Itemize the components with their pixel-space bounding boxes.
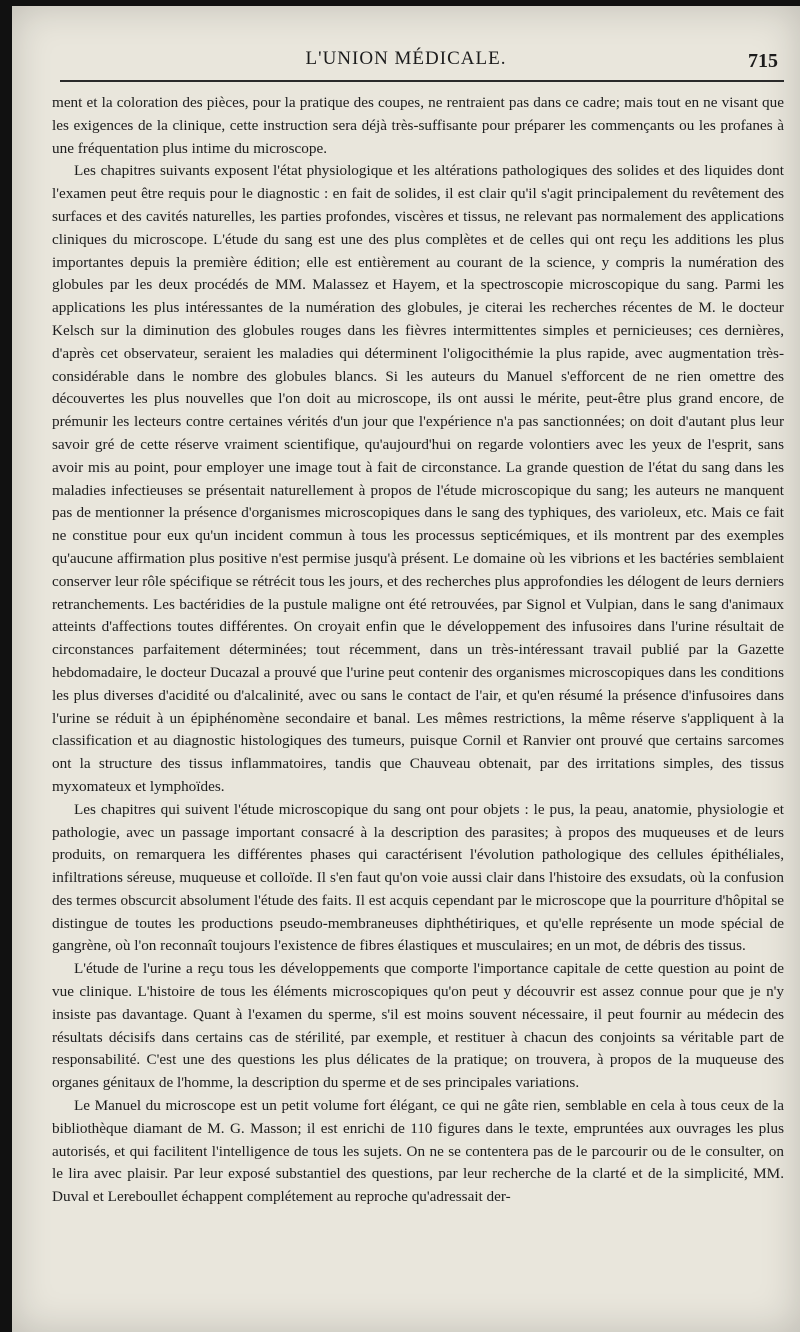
journal-page (12, 6, 800, 1332)
paragraph-5: Le Manuel du microscope est un petit volume fort élégant, ce qui ne gâte rien, semblable en cela à tous ceux de la bibliothèque diamant de M. G. Masson; il est enrichi de 110 figures dans le texte, empruntées aux ouvrages les plus autorisés, et qui facilitent l'intelligence de tous les sujets. On ne se contentera pas de le parcourir ou de le consulter, on le lira avec plaisir. Par leur exposé substantiel des questions, par leur recherche de la clarté et de la simplicité, MM. Duval et Lereboullet échappent complétement au reproche qu'adressait der- (52, 1097, 784, 1206)
page-number: 715 (748, 50, 778, 72)
running-title: L'UNION MÉDICALE. (305, 48, 507, 69)
article-body (52, 92, 784, 1209)
header-rule (60, 80, 784, 82)
paragraph-3: Les chapitres qui suivent l'étude microscopique du sang ont pour objets : le pus, la peau, anatomie, physiologie et pathologie, avec un passage important consacré à la description des parasites; à propos des muqueuses et de leurs produits, on remarquera les différentes phases qui caractérisent l'évolution pathologique des cellules épithéliales, infiltrations séreuse, muqueuse et colloïde. Il s'en faut qu'on voie aussi clair dans l'histoire des exsudats, où la confusion des termes obscurcit absolument l'étude des faits. Il est acquis cependant par le microscope que la pourriture d'hôpital se distingue de toutes les productions pseudo-membraneuses diphthétiriques, et qu'elle représente un mode spécial de gangrène, où l'on reconnaît toujours l'existence de fibres élastiques et musculaires; en un mot, de débris des tissus. (52, 800, 784, 955)
page-header (12, 40, 800, 76)
paragraph-1: ment et la coloration des pièces, pour la pratique des coupes, ne rentraient pas dans ce cadre; mais tout en ne visant que les exigences de la clinique, cette instruction sera déjà très-suffisante pour préparer les commençants ou les profanes à une fréquentation plus intime du microscope. (52, 94, 784, 157)
paragraph-4: L'étude de l'urine a reçu tous les développements que comporte l'importance capitale de cette question au point de vue clinique. L'histoire de tous les éléments microscopiques qu'on peut y découvrir est assez connue pour que je n'y insiste pas davantage. Quant à l'examen du sperme, s'il est moins souvent nécessaire, il peut fournir au médecin des résultats décisifs dans certains cas de stérilité, par exemple, et restituer à chacun des conjoints sa véritable part de responsabilité. C'est une des questions les plus délicates de la pratique; on trouvera, à propos de la muqueuse des organes génitaux de l'homme, la description du sperme et de ses principales variations. (52, 960, 784, 1092)
paragraph-2: Les chapitres suivants exposent l'état physiologique et les altérations pathologiques des solides et des liquides dont l'examen peut être requis pour le diagnostic : en fait de solides, il est clair qu'il s'agit principalement du revêtement des surfaces et des cavités naturelles, les parties profondes, viscères et tissus, ne relevant pas normalement des applications cliniques du microscope. L'étude du sang est une des plus complètes et de celles qui ont reçu les additions les plus importantes depuis la première édition; elle est entièrement au courant de la science, y compris la numération des globules par les deux procédés de MM. Malassez et Hayem, et la spectroscopie microscopique du sang. Parmi les applications les plus intéressantes de la numération des globules, je citerai les recherches récentes de M. le docteur Kelsch sur la diminution des globules rouges dans les fièvres intermittentes simples et pernicieuses; ces dernières, d'après cet observateur, seraient les maladies qui déterminent l'oligocithémie la plus rapide, avec augmentation très-considérable dans le nombre des globules blancs. Si les auteurs du Manuel s'efforcent de ne rien omettre des découvertes les plus nouvelles que l'on doit au microscope, ils ont aussi le mérite, peut-être plus grand encore, de prémunir les lecteurs contre certaines vérités d'un jour que l'expérience n'a pas sanctionnées; on doit d'autant plus leur savoir gré de cette réserve vraiment scientifique, qu'aujourd'hui on regarde volontiers avec les yeux de l'esprit, sans avoir mis au point, pour employer une image tout à fait de circonstance. La grande question de l'état du sang dans les maladies infectieuses se présentait naturellement à propos de l'étude microscopique du sang; les auteurs ne manquent pas de mentionner la présence d'organismes microscopiques dans le sang des typhiques, des varioleux, etc. Mais ce fait ne constitue pour eux qu'un incident commun à tous les processus septicémiques, et ils montrent par des exemples qu'aucune affirmation plus positive n'est permise jusqu'à présent. Le domaine où les vibrions et les bactéries semblaient conserver leur rôle spécifique se rétrécit tous les jours, et des recherches plus approfondies les délogent de leurs derniers retranchements. Les bactéridies de la pustule maligne ont été retrouvées, par Signol et Vulpian, dans le sang d'animaux atteints d'affections toutes différentes. On croyait enfin que le développement des infusoires dans l'urine résultait de circonstances parfaitement déterminées; tout récemment, dans un très-intéressant travail publié par la Gazette hebdomadaire, le docteur Ducazal a prouvé que l'urine peut contenir des organismes microscopiques dans les conditions les plus diverses d'acidité ou d'alcalinité, avec ou sans le contact de l'air, et qu'en résumé la présence d'infusoires dans l'urine se réduit à un épiphénomène secondaire et banal. Les mêmes restrictions, la même réserve s'appliquent à la classification et au diagnostic histologiques des tumeurs, puisque Cornil et Ranvier ont prouvé que certains sarcomes ont la structure des tissus inflammatoires, tandis que Chauveau obtenait, par des irritations simples, des tissus myxomateux et lymphoïdes. (52, 162, 784, 795)
